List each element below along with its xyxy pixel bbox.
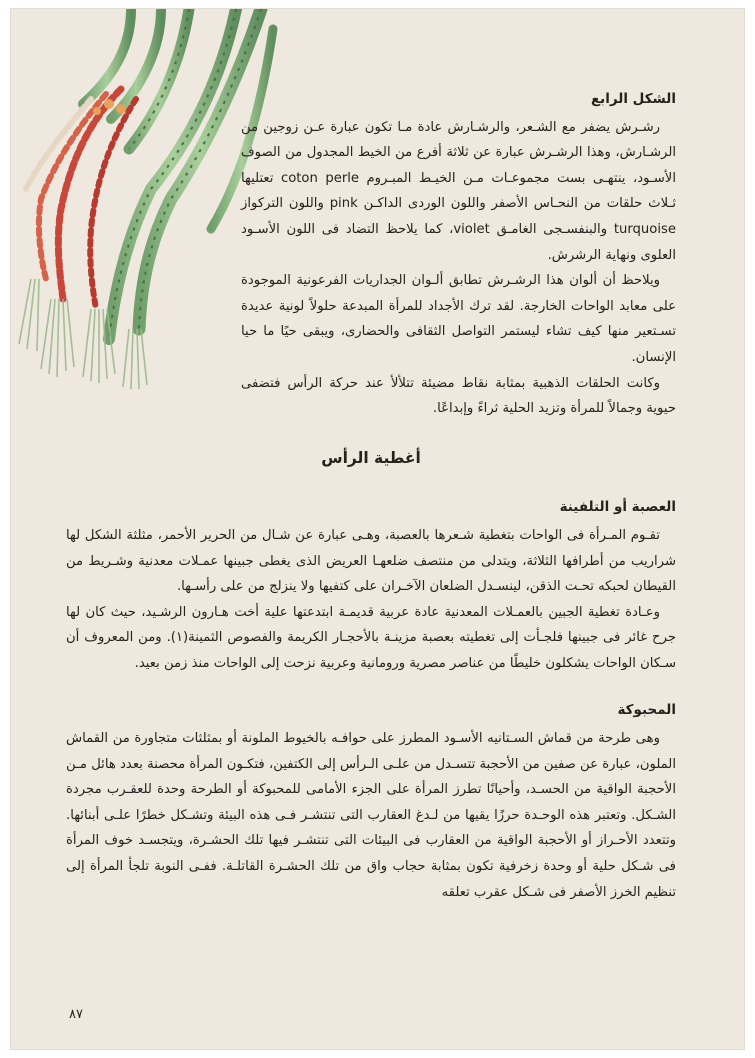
section-heading-mahbouka: المحبوكة <box>617 702 676 719</box>
section-title-head-coverings: أغطية الرأس <box>321 448 421 467</box>
section-heading-fourth-shape: الشكل الرابع <box>590 91 676 107</box>
section-heading-headband: العصبة أو التلفينة <box>559 499 676 516</box>
section-fourth-shape <box>241 87 676 422</box>
article-body <box>66 87 676 905</box>
paragraph: ويلاحظ أن ألوان هذا الرشـرش تطابق ألـوان الجداريات الفرعونية الموجودة على معابد الواحات الخارجة. لقد ترك الأجداد للمرأة المبدعة حلولاً لونية عديدة تسـتعير منها كيف تشاء ليستمر التواصل الثقافى والحضارى، ويبقى حيًا ما حيا الإنسان. <box>241 273 676 365</box>
page <box>10 8 745 1050</box>
paragraph: وكانت الحلقات الذهبية بمثابة نقاط مضيئة تتلألأ عند حركة الرأس فتضفى حيوية وجمالاً للمرأة وتزيد الحلية ثراءً وإبداعًا. <box>241 375 676 417</box>
paragraph: وهى طرحة من قماش السـتانيه الأسـود المطرز على حوافـه بالخيوط الملونة أو بمثلثات متجاورة من القماش الملون، عبارة عن صفين من الأحجبة تتسـدل من علـى الـرأس إلى الكتفين، فتكـون المرأة محصنة بعدد هائل مـن الأحجبة الواقية من الحسـد، وأحيانًا تطرز المرأة على الجزء الأمامى للمحبوكة أو الطرحة وحدة للعقـرب مجردة الشـكل. وتعتبر هذه الوحـدة حرزًا يقيها من لـدغ العقارب التى تنتشـر فـى هذه البيئة وتشـكل خطرًا علـى أبنائها. وتتعدد الأحـراز أو الأحجبة الواقية من العقارب فى البيئات التى تنتشـر فيها تلك الحشـرة، ويتجسـد خوف المرأة فى شـكل حلية أو وحدة زخرفية تكون بمثابة حجاب واق من تلك الحشـرة القاتلـة. ففـى النوبة تلجأ المرأة إلى تنظيم الخرز الأصفر فى شـكل عقرب تعلقه <box>66 731 676 900</box>
paragraph: تقـوم المـرأة فى الواحات بتغطية شـعرها بالعصبة، وهـى عبارة عن شـال من الحرير الأحمر، مثلثة الشكل لها شراريب من أطرافها الثلاثة، ويتدلى من منتصف ضلعهـا العريض الذى يغطى جبينها عمـلات معدنية وشـريط من القيطان لحبكه تحـت الذقن، لينسـدل الضلعان الآخـران على كتفيها ولا ينزلج من على رأسـها. <box>66 527 676 595</box>
section-headband <box>66 495 676 676</box>
section-mahbouka <box>66 698 676 905</box>
paragraph: رشـرش يضفر مع الشـعر، والرشـارش عادة مـا تكون عبارة عـن زوجين من الرشـارش، وهذا الرشـرش عبارة عن ثلاثة أفرع من الخيط المجدول من الصوف الأسـود، ينتهـى بست مجموعـات مـن الخيـط المبـروم coton perle تعتليها ثـلاث حلقات من النحـاس الأصفر واللون الوردى الداكـن pink واللون التركواز turquoise والبنفسـجى الغامـق violet، كما يلاحظ التضاد فى اللون الأسـود العلوى ونهاية الرشرش. <box>241 119 676 263</box>
page-number: ٨٧ <box>69 1007 83 1022</box>
paragraph: وعـادة تغطية الجبين بالعمـلات المعدنية عادة عربية قديمـة ابتدعتها علية أخت هـارون الرشـيد، حيث كان لها جرح غائر فى جبينها فلجـأت إلى تغطيته بعصبة مزينـة بالأحجـار الكريمة والفصوص الثمينة(١). ومن المعروف أن سـكان الواحات يشكلون خليطًا من عناصر مصرية ورومانية وعربية نزحت إلى الواحات منذ زمن بعيد. <box>66 604 676 671</box>
